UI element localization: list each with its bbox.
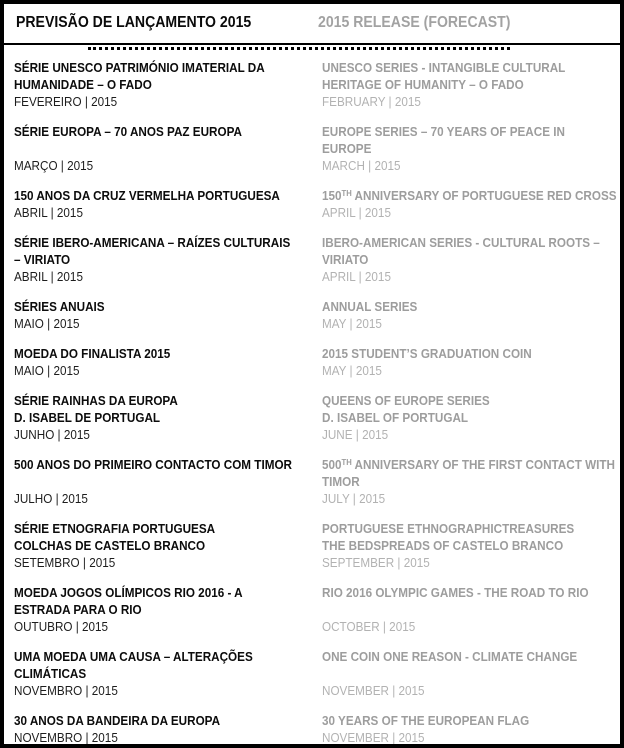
release-title-portuguese xyxy=(14,123,322,157)
release-row xyxy=(14,123,620,174)
release-title-line: SÉRIE IBERO-AMERICANA – RAÍZES CULTURAIS xyxy=(14,235,291,250)
release-title-line: UNESCO SERIES - INTANGIBLE CULTURAL xyxy=(322,60,566,75)
release-title-portuguese xyxy=(14,187,322,204)
release-title-line: UMA MOEDA UMA CAUSA – ALTERAÇÕES xyxy=(14,649,253,664)
release-title-line: SÉRIE ETNOGRAFIA PORTUGUESA xyxy=(14,521,216,536)
release-title-line: 150 ANOS DA CRUZ VERMELHA PORTUGUESA xyxy=(14,188,280,203)
release-title-line: – VIRIATO xyxy=(14,252,71,267)
release-title-line: D. ISABEL DE PORTUGAL xyxy=(14,410,161,425)
release-title-line: VIRIATO xyxy=(322,252,369,267)
release-cell-english xyxy=(322,648,620,699)
release-date-portuguese: NOVEMBRO | 2015 xyxy=(14,730,118,745)
release-date-english: NOVEMBER | 2015 xyxy=(322,683,425,698)
release-date-portuguese: OUTUBRO | 2015 xyxy=(14,619,109,634)
release-row xyxy=(14,456,620,507)
release-row xyxy=(14,187,620,221)
release-cell-portuguese xyxy=(14,456,322,507)
release-title-line: HERITAGE OF HUMANITY – O FADO xyxy=(322,77,524,92)
release-row xyxy=(14,520,620,571)
release-cell-english xyxy=(322,59,620,110)
release-cell-english xyxy=(322,392,620,443)
release-date-english: OCTOBER | 2015 xyxy=(322,619,416,634)
release-title-line: MOEDA JOGOS OLÍMPICOS RIO 2016 - A xyxy=(14,585,243,600)
release-title-portuguese xyxy=(14,520,322,554)
superscript-ordinal: TH xyxy=(341,187,352,198)
release-title-portuguese xyxy=(14,392,322,426)
release-row xyxy=(14,234,620,285)
release-title-english xyxy=(322,187,620,204)
release-cell-portuguese xyxy=(14,59,322,110)
release-title-line: 2015 STUDENT’S GRADUATION COIN xyxy=(322,346,532,361)
release-date-english: JULY | 2015 xyxy=(322,491,386,506)
release-cell-portuguese xyxy=(14,648,322,699)
release-title-line: EUROPE xyxy=(322,141,372,156)
release-date-portuguese: MAIO | 2015 xyxy=(14,363,80,378)
release-title-english xyxy=(322,584,620,618)
release-title-line: ANNUAL SERIES xyxy=(322,299,418,314)
release-cell-portuguese xyxy=(14,345,322,379)
release-title-line: 30 ANOS DA BANDEIRA DA EUROPA xyxy=(14,713,221,728)
document-header xyxy=(4,4,620,45)
release-row xyxy=(14,392,620,443)
release-title-portuguese xyxy=(14,234,322,268)
release-title-line: TIMOR xyxy=(322,474,360,489)
release-title-line: COLCHAS DE CASTELO BRANCO xyxy=(14,538,206,553)
release-title-line: 150TH ANNIVERSARY OF PORTUGUESE RED CROSS xyxy=(322,187,617,203)
release-row xyxy=(14,345,620,379)
release-cell-portuguese xyxy=(14,234,322,285)
release-title-line: D. ISABEL OF PORTUGAL xyxy=(322,410,469,425)
release-title-line: THE BEDSPREADS OF CASTELO BRANCO xyxy=(322,538,564,553)
release-cell-portuguese xyxy=(14,298,322,332)
release-title-line: 30 YEARS OF THE EUROPEAN FLAG xyxy=(322,713,530,728)
release-title-line: QUEENS OF EUROPE SERIES xyxy=(322,393,490,408)
release-title-portuguese xyxy=(14,456,322,490)
release-cell-english xyxy=(322,187,620,221)
release-title-english xyxy=(322,456,620,490)
release-title-english xyxy=(322,345,620,362)
release-title-line: SÉRIE RAINHAS DA EUROPA xyxy=(14,393,178,408)
release-date-english: APRIL | 2015 xyxy=(322,269,391,284)
release-date-portuguese: MARÇO | 2015 xyxy=(14,158,94,173)
release-date-english: MAY | 2015 xyxy=(322,316,382,331)
release-row xyxy=(14,298,620,332)
release-title-line: SÉRIES ANUAIS xyxy=(14,299,105,314)
release-date-portuguese: MAIO | 2015 xyxy=(14,316,80,331)
release-title-portuguese xyxy=(14,584,322,618)
release-date-portuguese: NOVEMBRO | 2015 xyxy=(14,683,118,698)
release-cell-english xyxy=(322,234,620,285)
release-title-portuguese xyxy=(14,345,322,362)
release-cell-english xyxy=(322,123,620,174)
release-cell-english xyxy=(322,712,620,746)
release-date-english: APRIL | 2015 xyxy=(322,205,391,220)
release-title-line: IBERO-AMERICAN SERIES - CULTURAL ROOTS – xyxy=(322,235,600,250)
release-title-english xyxy=(322,648,620,682)
release-title-portuguese xyxy=(14,648,322,682)
release-date-portuguese: ABRIL | 2015 xyxy=(14,205,83,220)
release-title-portuguese xyxy=(14,712,322,729)
release-title-line: RIO 2016 OLYMPIC GAMES - THE ROAD TO RIO xyxy=(322,585,589,600)
release-cell-portuguese xyxy=(14,520,322,571)
release-title-english xyxy=(322,234,620,268)
release-cell-english xyxy=(322,456,620,507)
release-title-line: SÉRIE UNESCO PATRIMÓNIO IMATERIAL DA xyxy=(14,60,265,75)
release-date-portuguese: JUNHO | 2015 xyxy=(14,427,90,442)
superscript-ordinal: TH xyxy=(341,456,352,467)
release-title-english xyxy=(322,298,620,315)
release-row xyxy=(14,648,620,699)
release-title-line: CLIMÁTICAS xyxy=(14,666,87,681)
release-date-english: JUNE | 2015 xyxy=(322,427,389,442)
release-date-english: NOVEMBER | 2015 xyxy=(322,730,425,745)
release-cell-english xyxy=(322,584,620,635)
release-title-portuguese xyxy=(14,59,322,93)
release-date-english: MAY | 2015 xyxy=(322,363,382,378)
release-cell-portuguese xyxy=(14,584,322,635)
release-cell-portuguese xyxy=(14,123,322,174)
release-date-english: FEBRUARY | 2015 xyxy=(322,94,421,109)
release-cell-english xyxy=(322,345,620,379)
release-row xyxy=(14,59,620,110)
release-title-english xyxy=(322,59,620,93)
release-row xyxy=(14,584,620,635)
release-title-english xyxy=(322,123,620,157)
release-title-portuguese xyxy=(14,298,322,315)
release-title-line: ESTRADA PARA O RIO xyxy=(14,602,142,617)
release-title-english xyxy=(322,392,620,426)
release-date-portuguese: SETEMBRO | 2015 xyxy=(14,555,116,570)
release-title-line: PORTUGUESE ETHNOGRAPHICTREASURES xyxy=(322,521,575,536)
release-date-portuguese: ABRIL | 2015 xyxy=(14,269,83,284)
release-cell-portuguese xyxy=(14,187,322,221)
release-title-line: 500TH ANNIVERSARY OF THE FIRST CONTACT WITH xyxy=(322,456,615,472)
header-title-english: 2015 RELEASE (FORECAST) xyxy=(318,14,511,31)
release-title-line: 500 ANOS DO PRIMEIRO CONTACTO COM TIMOR xyxy=(14,457,293,472)
release-title-line: EUROPE SERIES – 70 YEARS OF PEACE IN xyxy=(322,124,565,139)
release-row xyxy=(14,712,620,746)
release-date-english: SEPTEMBER | 2015 xyxy=(322,555,430,570)
header-title-portuguese: PREVISÃO DE LANÇAMENTO 2015 xyxy=(16,14,252,31)
release-date-english: MARCH | 2015 xyxy=(322,158,401,173)
release-title-line: ONE COIN ONE REASON - CLIMATE CHANGE xyxy=(322,649,578,664)
release-list xyxy=(4,50,620,746)
release-title-line: HUMANIDADE – O FADO xyxy=(14,77,152,92)
release-title-english xyxy=(322,712,620,729)
release-cell-english xyxy=(322,520,620,571)
release-date-portuguese: FEVEREIRO | 2015 xyxy=(14,94,118,109)
release-date-portuguese: JULHO | 2015 xyxy=(14,491,88,506)
release-cell-english xyxy=(322,298,620,332)
release-title-line: SÉRIE EUROPA – 70 ANOS PAZ EUROPA xyxy=(14,124,242,139)
release-cell-portuguese xyxy=(14,712,322,746)
release-title-english xyxy=(322,520,620,554)
release-cell-portuguese xyxy=(14,392,322,443)
release-title-line: MOEDA DO FINALISTA 2015 xyxy=(14,346,171,361)
